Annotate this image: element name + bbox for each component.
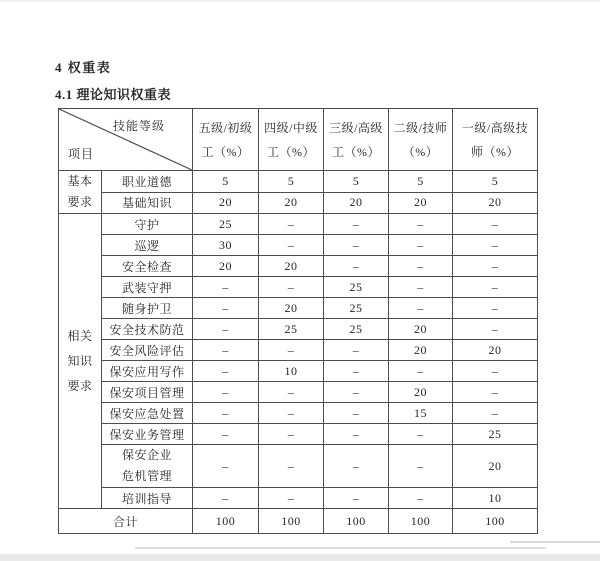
row-label: 保安项目管理 — [102, 382, 193, 403]
value-cell: – — [324, 382, 389, 403]
value-cell: – — [389, 256, 453, 277]
row-label: 安全技术防范 — [102, 319, 193, 340]
subsection-heading: 4.1 理论知识权重表 — [55, 87, 172, 102]
value-cell: – — [453, 319, 538, 340]
row-label: 保安业务管理 — [102, 424, 193, 445]
value-cell: – — [259, 277, 324, 298]
column-header-line: 二级/技师 — [393, 120, 448, 135]
column-header-line: 工（%） — [267, 144, 315, 159]
theory-knowledge-weights-table — [58, 108, 538, 534]
value-cell: – — [259, 403, 324, 424]
value-cell: 15 — [389, 403, 453, 424]
row-label — [102, 445, 193, 488]
row-label-line: 保安企业 — [121, 448, 172, 462]
total-value-cell: 100 — [389, 509, 453, 534]
value-cell: – — [324, 256, 389, 277]
value-cell: 20 — [389, 340, 453, 361]
value-cell: – — [324, 340, 389, 361]
row-label: 巡逻 — [102, 235, 193, 256]
value-cell: 20 — [259, 298, 324, 319]
value-cell: – — [259, 445, 324, 488]
value-cell: – — [193, 340, 259, 361]
value-cell: – — [259, 382, 324, 403]
value-cell: – — [193, 319, 259, 340]
column-header-line: 四级/中级 — [264, 120, 318, 135]
column-header-level3 — [324, 109, 389, 171]
value-cell: – — [324, 214, 389, 235]
value-cell: – — [389, 445, 453, 488]
value-cell: 20 — [389, 382, 453, 403]
value-cell: 25 — [453, 424, 538, 445]
table-row — [59, 445, 538, 488]
value-cell: – — [193, 488, 259, 509]
value-cell: 20 — [453, 340, 538, 361]
value-cell: 25 — [324, 298, 389, 319]
column-header-line: 工（%） — [332, 144, 380, 159]
table-row — [59, 382, 538, 403]
table-row — [59, 403, 538, 424]
row-label: 安全风险评估 — [102, 340, 193, 361]
table-row — [59, 319, 538, 340]
value-cell: 20 — [324, 192, 389, 214]
value-cell: 5 — [389, 171, 453, 193]
value-cell: 10 — [259, 361, 324, 382]
table-row — [59, 171, 538, 193]
value-cell: – — [453, 277, 538, 298]
table-row — [59, 277, 538, 298]
value-cell: 20 — [389, 192, 453, 214]
value-cell: – — [389, 235, 453, 256]
group-label-line: 要求 — [67, 378, 93, 393]
scan-artifact-top-line — [0, 0, 600, 2]
value-cell: – — [324, 361, 389, 382]
column-header-line: 一级/高级技 — [461, 120, 529, 135]
scan-artifact-line-right — [510, 541, 600, 543]
value-cell: – — [193, 403, 259, 424]
row-label: 基础知识 — [102, 192, 193, 214]
column-header-level5 — [193, 109, 259, 171]
value-cell: 25 — [259, 319, 324, 340]
value-cell: – — [389, 488, 453, 509]
row-label: 武装守押 — [102, 277, 193, 298]
group-label-line: 相关 — [67, 328, 93, 343]
value-cell: – — [453, 403, 538, 424]
value-cell: – — [193, 298, 259, 319]
row-label: 随身护卫 — [102, 298, 193, 319]
value-cell: – — [453, 214, 538, 235]
total-value-cell: 100 — [324, 509, 389, 534]
value-cell: – — [389, 298, 453, 319]
value-cell: 25 — [324, 277, 389, 298]
value-cell: 20 — [259, 192, 324, 214]
value-cell: – — [324, 445, 389, 488]
value-cell: – — [259, 340, 324, 361]
header-row — [59, 109, 538, 171]
table-row — [59, 424, 538, 445]
value-cell: 10 — [453, 488, 538, 509]
value-cell: – — [324, 488, 389, 509]
table-row — [59, 488, 538, 509]
column-header-line: 工（%） — [201, 144, 250, 159]
scan-artifact-line-center — [135, 547, 546, 549]
value-cell: 25 — [324, 319, 389, 340]
value-cell: – — [193, 361, 259, 382]
table-row — [59, 256, 538, 277]
value-cell: 20 — [453, 445, 538, 488]
value-cell: 30 — [193, 235, 259, 256]
value-cell: – — [389, 424, 453, 445]
value-cell: – — [259, 488, 324, 509]
row-label: 培训指导 — [102, 488, 193, 509]
column-header-level4 — [259, 109, 324, 171]
total-value-cell: 100 — [259, 509, 324, 534]
table-row — [59, 192, 538, 214]
row-label-line: 危机管理 — [121, 469, 172, 483]
value-cell: – — [453, 298, 538, 319]
value-cell: – — [324, 424, 389, 445]
value-cell: 5 — [193, 171, 259, 193]
row-label: 职业道德 — [102, 171, 193, 193]
group-label-line: 知识 — [67, 353, 93, 368]
value-cell: – — [193, 424, 259, 445]
value-cell: – — [324, 235, 389, 256]
column-header-line: （%） — [402, 144, 439, 159]
column-header-line: 三级/高级 — [329, 120, 383, 135]
column-header-level2 — [389, 109, 453, 171]
value-cell: – — [389, 361, 453, 382]
row-label: 守护 — [102, 214, 193, 235]
section-heading: 4 权重表 — [55, 60, 112, 75]
group-label-basic-requirements — [59, 171, 102, 214]
corner-skill-level-label: 技能等级 — [113, 119, 166, 133]
value-cell: – — [193, 277, 259, 298]
corner-item-label: 项目 — [68, 147, 95, 161]
table-row — [59, 298, 538, 319]
value-cell: 25 — [193, 214, 259, 235]
total-row — [59, 509, 538, 534]
total-value-cell: 100 — [453, 509, 538, 534]
row-label: 保安应用写作 — [102, 361, 193, 382]
value-cell: – — [453, 361, 538, 382]
value-cell: 5 — [324, 171, 389, 193]
value-cell: 20 — [453, 192, 538, 214]
value-cell: – — [259, 424, 324, 445]
value-cell: – — [259, 214, 324, 235]
table-row — [59, 214, 538, 235]
value-cell: 5 — [259, 171, 324, 193]
value-cell: – — [389, 214, 453, 235]
group-label-line: 基本 — [67, 174, 93, 188]
value-cell: – — [324, 403, 389, 424]
column-header-line: 五级/初级 — [198, 120, 253, 135]
table-row — [59, 340, 538, 361]
total-label: 合计 — [59, 509, 193, 534]
value-cell: – — [453, 256, 538, 277]
group-label-line: 要求 — [67, 195, 93, 209]
total-value-cell: 100 — [193, 509, 259, 534]
scan-artifact-bottom-band — [0, 554, 600, 561]
table-row — [59, 235, 538, 256]
table-row — [59, 361, 538, 382]
value-cell: – — [259, 235, 324, 256]
value-cell: – — [453, 382, 538, 403]
value-cell: – — [453, 235, 538, 256]
row-label: 保安应急处置 — [102, 403, 193, 424]
value-cell: 20 — [259, 256, 324, 277]
value-cell: 5 — [453, 171, 538, 193]
group-label-related-knowledge-requirements — [59, 214, 102, 509]
value-cell: – — [389, 277, 453, 298]
value-cell: – — [193, 382, 259, 403]
column-header-level1 — [453, 109, 538, 171]
value-cell: 20 — [193, 256, 259, 277]
row-label: 安全检查 — [102, 256, 193, 277]
column-header-line: 师（%） — [471, 144, 519, 159]
value-cell: 20 — [389, 319, 453, 340]
value-cell: 20 — [193, 192, 259, 214]
corner-cell — [59, 109, 193, 171]
value-cell: – — [193, 445, 259, 488]
